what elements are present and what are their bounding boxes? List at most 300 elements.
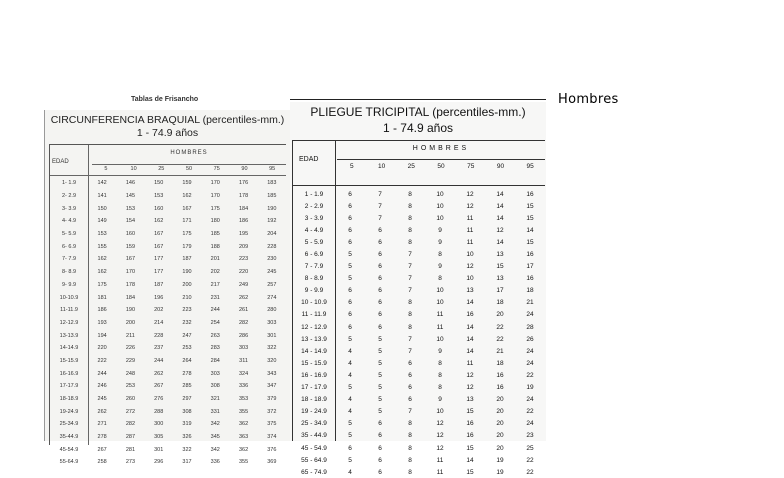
value-cell: 6 [348, 202, 352, 210]
value-cell: 209 [238, 243, 249, 250]
value-cell: 12 [436, 420, 444, 428]
value-cell: 363 [238, 434, 249, 441]
value-cell: 283 [210, 345, 220, 352]
age-cell: 15 - 15.9 [301, 359, 327, 367]
value-cell: 20 [496, 432, 504, 440]
age-cell: 45 - 54.9 [301, 444, 327, 452]
value-cell: 257 [267, 281, 277, 288]
value-cell: 326 [182, 434, 192, 441]
value-cell: 13 [466, 396, 474, 404]
age-cell: 10 - 10.9 [301, 299, 327, 307]
value-cell: 248 [125, 370, 136, 377]
age-cell: 11-11.9 [60, 307, 78, 314]
value-cell: 8 [408, 202, 412, 210]
value-cell: 160 [154, 205, 164, 212]
value-cell: 21 [496, 347, 504, 355]
value-cell: 17 [526, 263, 534, 271]
value-cell: 24 [526, 359, 534, 367]
value-cell: 9 [438, 238, 442, 246]
value-cell: 308 [182, 408, 192, 415]
value-cell: 26 [526, 335, 534, 343]
value-cell: 154 [125, 218, 136, 225]
value-cell: 20 [496, 311, 504, 319]
value-cell: 211 [126, 332, 135, 339]
value-cell: 19 [496, 456, 504, 464]
value-cell: 7 [408, 287, 412, 295]
value-cell: 222 [97, 357, 107, 364]
value-cell: 153 [154, 193, 164, 200]
value-cell: 11 [466, 214, 474, 222]
table-body [293, 188, 545, 478]
table-row [293, 345, 545, 357]
value-cell: 15 [496, 263, 504, 271]
age-header: EDAD [52, 159, 69, 165]
value-cell: 25 [526, 444, 534, 452]
value-cell: 21 [526, 299, 534, 307]
value-cell: 223 [182, 307, 192, 314]
value-cell: 303 [238, 345, 249, 352]
value-cell: 13 [496, 251, 504, 259]
value-cell: 4 [348, 371, 352, 379]
value-cell: 9 [438, 263, 442, 271]
value-cell: 355 [238, 459, 249, 466]
age-cell: 35 - 44.9 [301, 432, 327, 440]
value-cell: 8 [408, 323, 412, 331]
value-cell: 195 [238, 231, 249, 238]
value-cell: 249 [238, 281, 249, 288]
value-cell: 5 [378, 347, 382, 355]
value-cell: 190 [267, 205, 277, 212]
value-cell: 305 [154, 434, 164, 441]
value-cell: 18 [496, 359, 504, 367]
value-cell: 15 [526, 214, 534, 222]
age-cell: 55 - 64.9 [301, 456, 327, 464]
value-cell: 278 [97, 434, 107, 441]
table-row [293, 430, 545, 442]
value-cell: 155 [97, 243, 107, 250]
value-cell: 336 [210, 459, 220, 466]
table-row [293, 333, 545, 345]
value-cell: 201 [210, 256, 220, 263]
value-cell: 11 [436, 323, 444, 331]
value-cell: 267 [154, 383, 164, 390]
table-row [293, 188, 545, 200]
percentile-header-cell: 25 [158, 166, 165, 172]
value-cell: 379 [267, 396, 277, 403]
value-cell: 28 [526, 323, 534, 331]
value-cell: 6 [348, 214, 352, 222]
value-cell: 22 [526, 371, 534, 379]
value-cell: 24 [526, 311, 534, 319]
value-cell: 11 [436, 468, 444, 476]
percentile-header-cell: 5 [350, 163, 354, 170]
table-row [293, 394, 545, 406]
value-cell: 5 [378, 371, 382, 379]
value-cell: 202 [154, 307, 164, 314]
value-cell: 301 [154, 446, 164, 453]
table-row [293, 297, 545, 309]
value-cell: 6 [348, 226, 352, 234]
value-cell: 11 [466, 226, 474, 234]
table-row [50, 253, 286, 266]
value-cell: 170 [125, 269, 136, 276]
value-cell: 6 [408, 359, 412, 367]
value-cell: 8 [408, 468, 412, 476]
value-cell: 6 [378, 287, 382, 295]
value-cell: 286 [238, 332, 249, 339]
value-cell: 280 [267, 307, 277, 314]
value-cell: 171 [182, 218, 192, 225]
value-cell: 288 [154, 408, 164, 415]
value-cell: 342 [210, 421, 220, 428]
value-cell: 4 [348, 347, 352, 355]
value-cell: 4 [348, 359, 352, 367]
value-cell: 167 [182, 205, 192, 212]
value-cell: 4 [348, 396, 352, 404]
value-cell: 11 [466, 238, 474, 246]
table-row [293, 369, 545, 381]
table-row [50, 279, 286, 292]
value-cell: 11 [466, 359, 474, 367]
value-cell: 188 [210, 243, 220, 250]
value-cell: 15 [466, 468, 474, 476]
table-row [50, 291, 286, 304]
value-cell: 7 [408, 251, 412, 259]
value-cell: 181 [97, 294, 107, 301]
value-cell: 253 [125, 383, 136, 390]
value-cell: 9 [438, 396, 442, 404]
value-cell: 162 [97, 256, 107, 263]
value-cell: 375 [267, 421, 277, 428]
value-cell: 5 [378, 408, 382, 416]
value-cell: 186 [97, 307, 107, 314]
age-cell: 5 - 5.9 [304, 238, 324, 246]
value-cell: 15 [466, 408, 474, 416]
value-cell: 355 [238, 408, 249, 415]
table-row [293, 309, 545, 321]
value-cell: 6 [348, 323, 352, 331]
value-cell: 6 [378, 275, 382, 283]
value-cell: 245 [97, 396, 107, 403]
value-cell: 15 [526, 202, 534, 210]
value-cell: 175 [182, 231, 192, 238]
value-cell: 303 [210, 370, 220, 377]
value-cell: 11 [436, 456, 444, 464]
percentile-header-cell: 90 [496, 163, 505, 170]
value-cell: 18 [496, 299, 504, 307]
value-cell: 22 [526, 468, 534, 476]
value-cell: 262 [97, 408, 107, 415]
percentile-header-cell: 10 [130, 166, 137, 172]
percentile-header-cell: 50 [185, 166, 193, 172]
value-cell: 162 [154, 218, 164, 225]
age-cell: 7- 7.9 [61, 256, 77, 263]
value-cell: 230 [267, 256, 277, 263]
age-cell: 17-17.9 [59, 383, 79, 390]
value-cell: 176 [238, 180, 249, 187]
value-cell: 229 [125, 357, 136, 364]
age-cell: 14-14.9 [59, 345, 79, 352]
age-cell: 9 - 9.9 [304, 287, 324, 295]
value-cell: 6 [378, 432, 382, 440]
value-cell: 12 [466, 190, 474, 198]
value-cell: 258 [97, 459, 107, 466]
value-cell: 7 [408, 263, 412, 271]
age-cell: 13 - 13.9 [301, 335, 327, 343]
value-cell: 220 [97, 345, 107, 352]
value-cell: 14 [526, 226, 534, 234]
value-cell: 8 [408, 456, 412, 464]
value-cell: 24 [526, 420, 534, 428]
percentile-header-row [337, 159, 545, 174]
percentile-header-cell: 95 [526, 163, 534, 170]
table-frame [292, 140, 545, 476]
value-cell: 12 [496, 226, 504, 234]
value-cell: 5 [378, 384, 382, 392]
age-cell: 10-10.9 [59, 294, 79, 301]
value-cell: 7 [378, 190, 382, 198]
value-cell: 7 [378, 202, 382, 210]
table-title [45, 114, 290, 140]
value-cell: 11 [436, 311, 444, 319]
value-cell: 347 [267, 383, 277, 390]
table-title-line2: 1 - 74.9 años [136, 127, 199, 139]
value-cell: 178 [238, 193, 249, 200]
value-cell: 185 [267, 193, 277, 200]
value-cell: 200 [182, 281, 192, 288]
value-cell: 200 [125, 319, 136, 326]
value-cell: 14 [496, 214, 504, 222]
age-cell: 35-44.9 [59, 434, 79, 441]
value-cell: 187 [154, 281, 164, 288]
value-cell: 145 [125, 193, 136, 200]
age-cell: 3- 3.9 [61, 205, 77, 212]
value-cell: 7 [378, 214, 382, 222]
value-cell: 178 [125, 281, 136, 288]
value-cell: 13 [466, 287, 474, 295]
value-cell: 196 [154, 294, 164, 301]
table-row [50, 418, 286, 431]
table-title-line1: CIRCUNFERENCIA BRAQUIAL (percentiles-mm.) [50, 114, 285, 126]
value-cell: 6 [378, 468, 382, 476]
value-cell: 254 [210, 319, 220, 326]
value-cell: 142 [97, 180, 107, 187]
value-cell: 10 [436, 299, 444, 307]
value-cell: 301 [267, 332, 277, 339]
value-cell: 244 [210, 307, 220, 314]
value-cell: 190 [182, 269, 192, 276]
value-cell: 353 [238, 396, 249, 403]
age-cell: 11 - 11.9 [301, 311, 327, 319]
group-header: HOMBRES [170, 150, 208, 156]
value-cell: 5 [348, 263, 352, 271]
value-cell: 6 [408, 371, 412, 379]
value-cell: 231 [210, 294, 220, 301]
table-row [293, 321, 545, 333]
age-cell: 2 - 2.9 [304, 202, 324, 210]
value-cell: 184 [125, 294, 136, 301]
value-cell: 16 [526, 275, 534, 283]
value-cell: 244 [97, 370, 107, 377]
table-row [50, 240, 286, 253]
value-cell: 6 [348, 238, 352, 246]
value-cell: 10 [436, 335, 444, 343]
age-cell: 25-34.9 [59, 421, 79, 428]
value-cell: 14 [466, 347, 474, 355]
value-cell: 228 [154, 332, 164, 339]
value-cell: 10 [436, 202, 444, 210]
age-cell: 16-16.9 [59, 370, 79, 377]
value-cell: 146 [125, 180, 136, 187]
age-cell: 9- 9.9 [61, 281, 77, 288]
value-cell: 308 [210, 383, 220, 390]
value-cell: 10 [466, 275, 474, 283]
value-cell: 6 [378, 251, 382, 259]
value-cell: 7 [408, 347, 412, 355]
value-cell: 167 [154, 231, 164, 238]
table-frame [49, 144, 286, 466]
value-cell: 210 [182, 294, 192, 301]
value-cell: 336 [238, 383, 249, 390]
value-cell: 273 [125, 459, 136, 466]
value-cell: 282 [238, 319, 249, 326]
value-cell: 226 [125, 345, 136, 352]
value-cell: 192 [267, 218, 277, 225]
age-cell: 65 - 74.9 [301, 468, 327, 476]
value-cell: 274 [267, 294, 277, 301]
age-cell: 3 - 3.9 [304, 214, 324, 222]
value-cell: 16 [526, 251, 534, 259]
value-cell: 170 [210, 180, 220, 187]
value-cell: 153 [125, 205, 136, 212]
table-row [50, 443, 286, 456]
table-row [50, 431, 286, 444]
value-cell: 4 [348, 408, 352, 416]
age-cell: 2- 2.9 [61, 193, 77, 200]
value-cell: 16 [466, 432, 474, 440]
value-cell: 263 [210, 332, 220, 339]
age-cell: 13-13.9 [59, 332, 79, 339]
table-row [293, 248, 545, 260]
value-cell: 262 [154, 370, 164, 377]
value-cell: 321 [210, 396, 220, 403]
value-cell: 322 [182, 446, 192, 453]
value-cell: 9 [438, 347, 442, 355]
value-cell: 5 [348, 335, 352, 343]
value-cell: 193 [97, 319, 107, 326]
value-cell: 246 [97, 383, 107, 390]
value-cell: 5 [348, 432, 352, 440]
value-cell: 6 [348, 287, 352, 295]
value-cell: 185 [210, 231, 220, 238]
value-cell: 8 [438, 359, 442, 367]
value-cell: 5 [348, 420, 352, 428]
age-cell: 8- 8.9 [61, 269, 77, 276]
table-title-line1: PLIEGUE TRICIPITAL (percentiles-mm.) [310, 105, 526, 119]
value-cell: 372 [267, 408, 277, 415]
value-cell: 4 [348, 468, 352, 476]
value-cell: 9 [438, 226, 442, 234]
value-cell: 12 [466, 263, 474, 271]
value-cell: 278 [182, 370, 192, 377]
age-cell: 12-12.9 [59, 319, 79, 326]
table-row [293, 273, 545, 285]
value-cell: 369 [267, 459, 277, 466]
value-cell: 376 [267, 446, 277, 453]
header-separator [293, 185, 545, 186]
value-cell: 187 [182, 256, 192, 263]
value-cell: 281 [125, 446, 136, 453]
value-cell: 183 [267, 180, 277, 187]
group-header: HOMBRES [412, 145, 470, 152]
value-cell: 271 [97, 421, 107, 428]
value-cell: 228 [267, 243, 277, 250]
value-cell: 14 [466, 456, 474, 464]
value-cell: 262 [238, 294, 249, 301]
value-cell: 5 [348, 384, 352, 392]
value-cell: 322 [267, 345, 277, 352]
value-cell: 362 [238, 421, 249, 428]
age-cell: 12 - 12.9 [301, 323, 327, 331]
age-cell: 19-24.9 [59, 408, 79, 415]
age-cell: 1- 1.9 [61, 180, 77, 187]
value-cell: 7 [408, 335, 412, 343]
age-cell: 55-64.9 [59, 459, 79, 466]
percentile-header-cell: 10 [377, 163, 386, 170]
value-cell: 12 [466, 202, 474, 210]
value-cell: 20 [496, 408, 504, 416]
value-cell: 175 [97, 281, 107, 288]
table-row [293, 357, 545, 369]
value-cell: 345 [210, 434, 220, 441]
table-title [290, 104, 546, 136]
value-cell: 264 [182, 357, 192, 364]
value-cell: 6 [378, 238, 382, 246]
value-cell: 22 [496, 323, 504, 331]
table-row [50, 228, 286, 241]
value-cell: 6 [378, 323, 382, 331]
value-cell: 22 [496, 335, 504, 343]
age-cell: 16 - 16.9 [301, 371, 327, 379]
value-cell: 6 [348, 311, 352, 319]
table-row [50, 456, 286, 469]
value-cell: 14 [496, 202, 504, 210]
table-row [50, 342, 286, 355]
value-cell: 272 [125, 408, 136, 415]
value-cell: 16 [466, 420, 474, 428]
value-cell: 20 [496, 444, 504, 452]
value-cell: 8 [408, 444, 412, 452]
value-cell: 6 [408, 384, 412, 392]
value-cell: 6 [348, 299, 352, 307]
value-cell: 232 [182, 319, 192, 326]
slide-label: Hombres [558, 92, 619, 107]
table-row [293, 454, 545, 466]
table-row [50, 215, 286, 228]
value-cell: 141 [97, 193, 107, 200]
value-cell: 374 [267, 434, 277, 441]
value-cell: 6 [348, 444, 352, 452]
age-cell: 45-54.9 [59, 446, 79, 453]
percentile-header-row [92, 164, 286, 174]
table-row [293, 418, 545, 430]
age-cell: 6- 6.9 [61, 243, 77, 250]
table-row [293, 224, 545, 236]
value-cell: 177 [154, 269, 164, 276]
value-cell: 5 [378, 359, 382, 367]
table-row [50, 304, 286, 317]
table-row [50, 405, 286, 418]
